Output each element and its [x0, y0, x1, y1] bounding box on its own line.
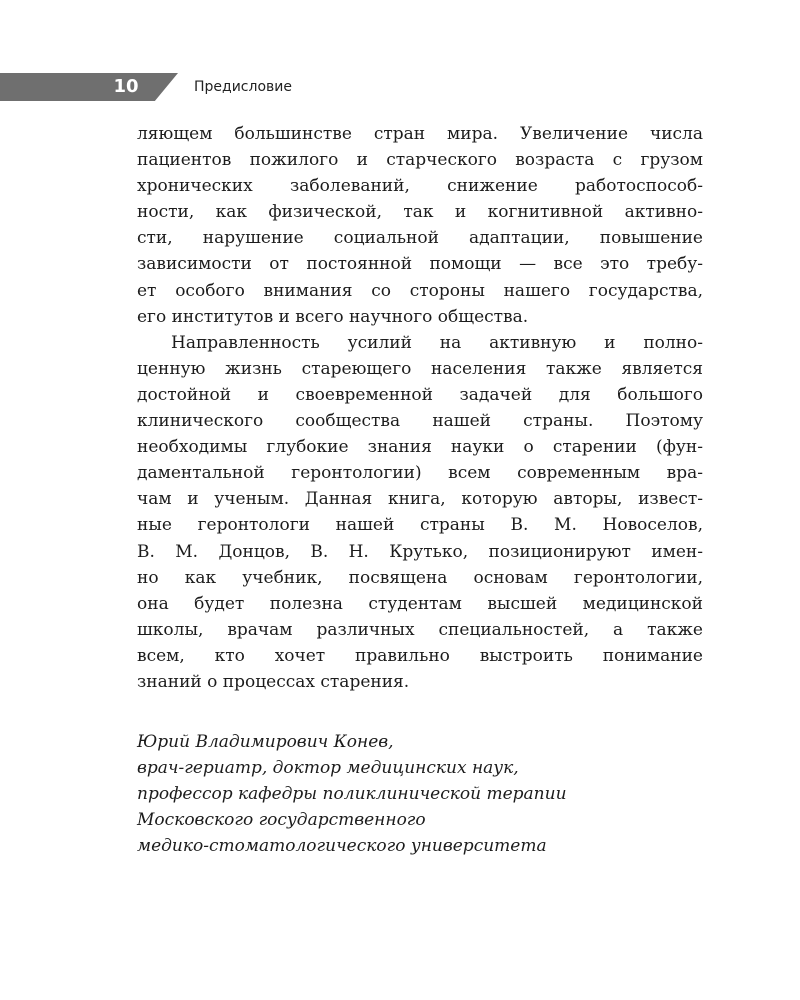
paragraph-2: [137, 330, 703, 695]
text-line: В. М. Донцов, В. Н. Крутько, позиционируют имен-: [137, 541, 703, 562]
text-line: зависимости от постоянной помощи — все это требу-: [137, 254, 703, 275]
text-line: ценную жизнь стареющего населения также является: [137, 358, 703, 379]
text-line: ет особого внимания со стороны нашего государства,: [137, 280, 703, 301]
paragraph-1: [137, 121, 703, 330]
section-title: Предисловие: [194, 79, 292, 95]
signature-name: Юрий Владимирович Конев,: [137, 732, 394, 752]
text-line: даментальной геронтологии) всем современным вра-: [137, 463, 703, 484]
text-line: Направленность усилий на активную и полно-: [171, 332, 703, 353]
text-line: школы, врачам различных специальностей, а также: [137, 619, 703, 640]
text-line: необходимы глубокие знания науки о старении (фун-: [137, 437, 703, 458]
signature-position: врач-гериатр, доктор медицинских наук,: [137, 758, 519, 779]
text-line: пациентов пожилого и старческого возраста с грузом: [137, 150, 703, 171]
page-number-tab: [0, 73, 178, 101]
signature-institution: Московского государственного: [137, 810, 426, 831]
body-text: [137, 121, 703, 695]
text-line: ляющем большинстве стран мира. Увеличение числа: [137, 124, 703, 144]
signature-institution: медико-стоматологического университета: [137, 836, 547, 857]
page-number: 10: [113, 76, 139, 97]
text-line: она будет полезна студентам высшей медицинской: [137, 593, 703, 614]
text-line: ности, как физической, так и когнитивной активно-: [137, 202, 703, 223]
text-line: чам и ученым. Данная книга, которую авторы, извест-: [137, 489, 703, 510]
page-header: [0, 73, 800, 101]
text-line: но как учебник, посвящена основам геронтологии,: [137, 567, 703, 588]
signature-department: профессор кафедры поликлинической терапии: [137, 784, 567, 805]
signature-block: [137, 729, 703, 859]
text-line: клинического сообщества нашей страны. Поэтому: [137, 411, 703, 432]
text-line: сти, нарушение социальной адаптации, повышение: [137, 228, 703, 249]
text-line: ные геронтологи нашей страны В. М. Новоселов,: [137, 515, 703, 536]
text-line: его институтов и всего научного общества.: [137, 306, 529, 327]
text-line: знаний о процессах старения.: [137, 671, 410, 692]
text-line: всем, кто хочет правильно выстроить понимание: [137, 645, 703, 666]
text-line: достойной и своевременной задачей для большого: [137, 384, 703, 405]
text-line: хронических заболеваний, снижение работоспособ-: [137, 176, 703, 197]
